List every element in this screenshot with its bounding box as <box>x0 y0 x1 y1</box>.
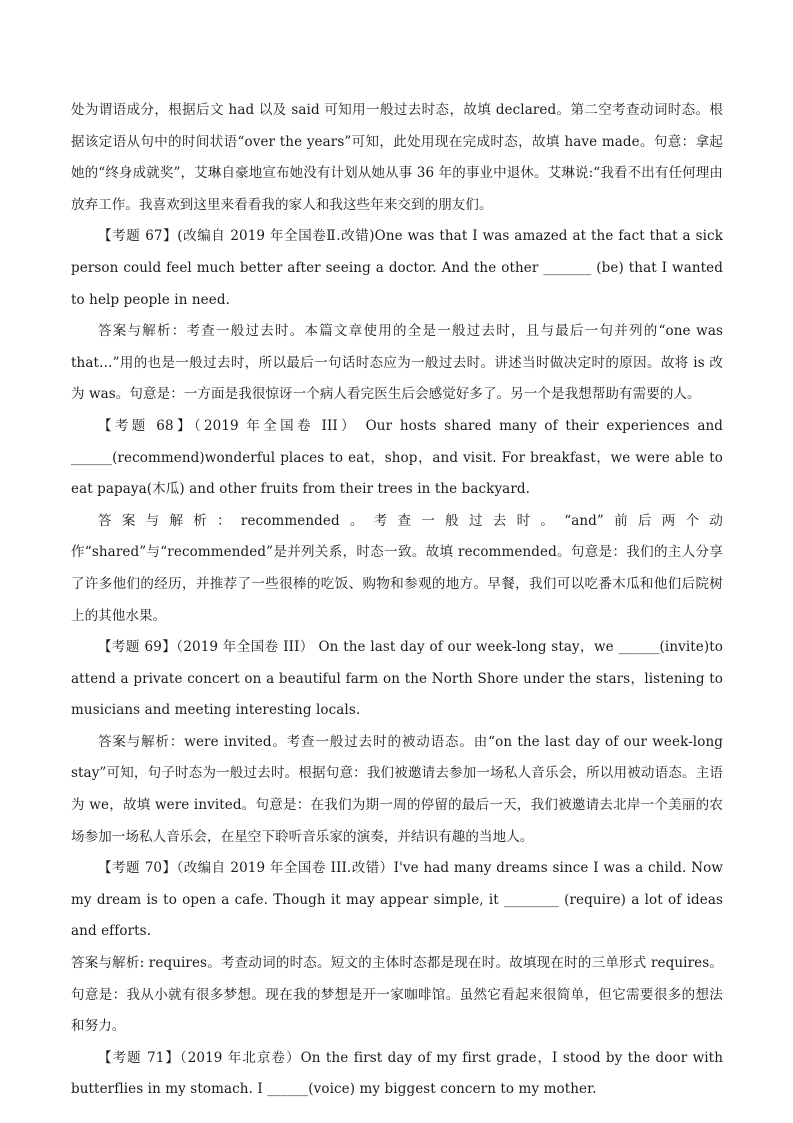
question-70: 【考题 70】（改编自 2019 年全国卷 III.改错）I've had many dreams since I was a child. Now my dream is to open a cafe. Though it may appear simple, it ________ (require) a lot of ideas and efforts. <box>71 860 723 940</box>
answer-68: 答案与解析：recommended。考查一般过去时。“and”前后两个动作“shared”与“recommended”是并列关系，时态一致。故填 recommended。句意是：我们的主人分享了许多他们的经历，并推荐了一些很棒的吃饭、购物和参观的地方。早餐，我们可以吃番木瓜和他们后院树上的其他水果。 <box>71 512 723 624</box>
answer-70: 答案与解析: requires。考查动词的时态。短文的主体时态都是现在时。故填现在时的三单形式 requires。句意是：我从小就有很多梦想。现在我的梦想是开一家咖啡馆。虽然它看起来很简单，但它需要很多的想法和努力。 <box>71 955 723 1035</box>
question-69: 【考题 69】（2019 年全国卷 III） On the last day of our week-long stay，we ______(invite)to attend a private concert on a beautiful farm on the North Shore under the stars，listening to musicians and meeting interesting locals. <box>71 639 723 719</box>
explanation-paragraph-continued: 处为谓语成分，根据后文 had 以及 said 可知用一般过去时态，故填 declared。第二空考查动词时态。根据该定语从句中的时间状语“over the years”可知，此处用现在完成时态，故填 have made。句意：拿起她的“终身成就奖”，艾琳自豪地宣布她没有计划从她从事 36 年的事业中退休。艾琳说:“我看不出有任何理由放弃工作。我喜欢到这里来看看我的家人和我这些年来交到的朋友们。 <box>71 102 723 213</box>
question-71: 【考题 71】（2019 年北京卷）On the first day of my first grade，I stood by the door with butterflies in my stomach. I ______(voice) my biggest concern to my mother. <box>71 1049 723 1098</box>
question-68: 【考题 68】（2019 年全国卷 III） Our hosts shared many of their experiences and ______(recommend)wonderful places to eat，shop，and visit. For breakfast，we were able to eat papaya(木瓜) and other fruits from their trees in the backyard. <box>71 417 723 498</box>
document-page <box>71 95 723 1106</box>
answer-67: 答案与解析：考查一般过去时。本篇文章使用的全是一般过去时，且与最后一句并列的“one was that…”用的也是一般过去时，所以最后一句话时态应为一般过去时。讲述当时做决定时的原因。故将 is 改为 was。句意是：一方面是我很惊讶一个病人看完医生后会感觉好多了。另一个是我想帮助有需要的人。 <box>71 323 723 403</box>
answer-69: 答案与解析：were invited。考查一般过去时的被动语态。由“on the last day of our week-long stay”可知，句子时态为一般过去时。根据句意：我们被邀请去参加一场私人音乐会，所以用被动语态。主语为 we，故填 were invited。句意是：在我们为期一周的停留的最后一天，我们被邀请去北岸一个美丽的农场参加一场私人音乐会，在星空下聆听音乐家的演奏，并结识有趣的当地人。 <box>71 733 723 845</box>
question-67: 【考题 67】(改编自 2019 年全国卷Ⅱ.改错)One was that I was amazed at the fact that a sick person could feel much better after seeing a doctor. And the other _______ (be) that I wanted to help people in need. <box>71 228 723 308</box>
